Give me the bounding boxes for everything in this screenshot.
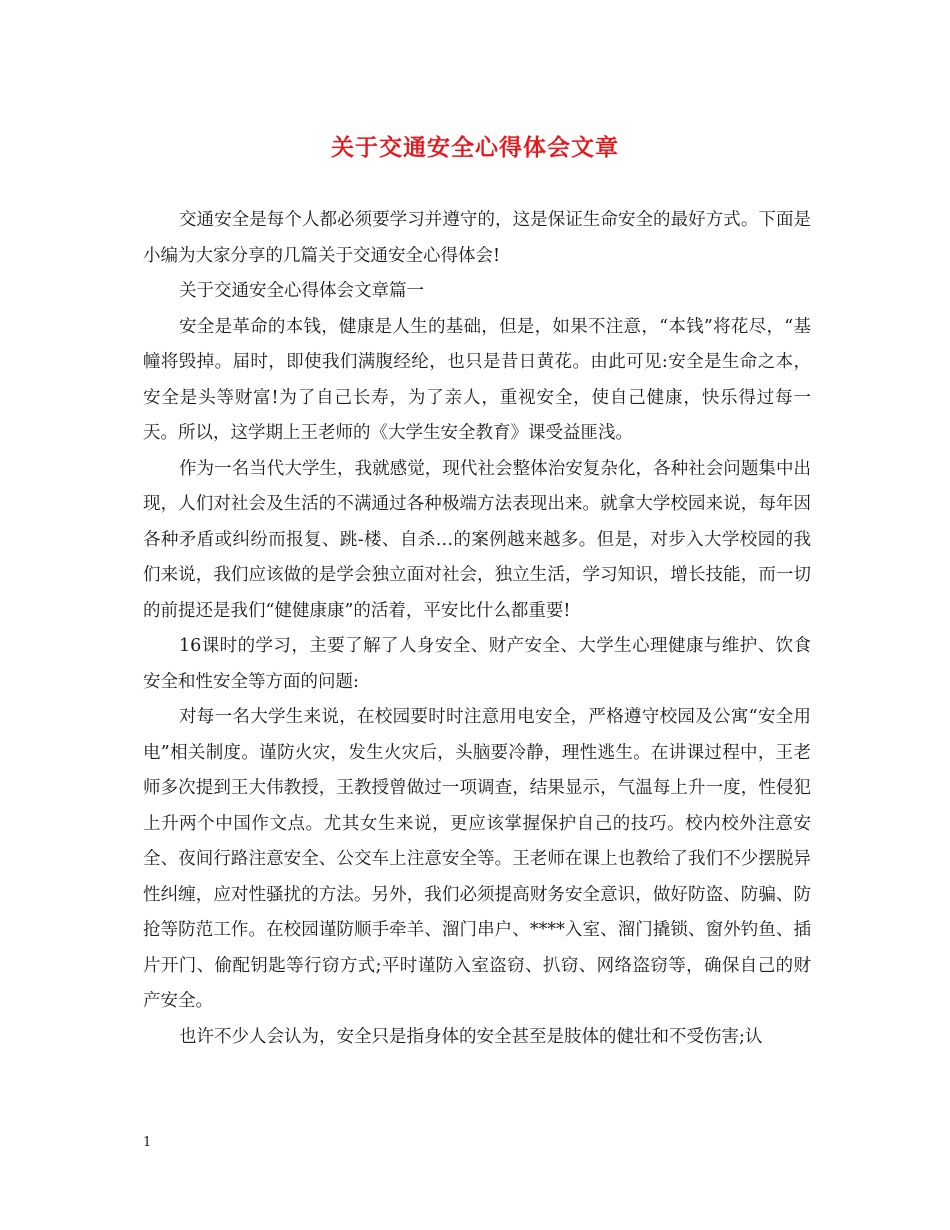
body-paragraph: 对每一名大学生来说，在校园要时时注意用电安全，严格遵守校园及公寓“安全用电”相关制度。谨防火灾，发生火灾后，头脑要冷静，理性逃生。在讲课过程中，王老师多次提到王大伟教授，王教授曾做过一项调查，结果显示，气温每上升一度，性侵犯上升两个中国作文点。尤其女生来说，更应该掌握保护自己的技巧。校内校外注意安全、夜间行路注意安全、公交车上注意安全等。王老师在课上也教给了我们不少摆脱异性纠缠，应对性骚扰的方法。另外，我们必须提高财务安全意识，做好防盗、防骗、防抢等防范工作。在校园谨防顺手牵羊、溜门串户、****入室、溜门撬锁、窗外钓鱼、插片开门、偷配钥匙等行窃方式;平时谨防入室盗窃、扒窃、网络盗窃等，确保自己的财产安全。 — [143, 707, 811, 1011]
document-title: 关于交通安全心得体会文章 — [331, 134, 619, 161]
section-heading: 关于交通安全心得体会文章篇一 — [179, 281, 424, 301]
body-paragraph: 也许不少人会认为，安全只是指身体的安全甚至是肢体的健壮和不受伤害;认 — [179, 1026, 763, 1047]
intro-paragraph: 交通安全是每个人都必须要学习并遵守的，这是保证生命安全的最好方式。下面是小编为大家分享的几篇关于交通安全心得体会! — [143, 210, 811, 266]
page-number: 1 — [143, 1135, 152, 1150]
body-paragraph: 作为一名当代大学生，我就感觉，现代社会整体治安复杂化，各种社会问题集中出现，人们对社会及生活的不满通过各种极端方法表现出来。就拿大学校园来说，每年因各种矛盾或纠纷而报复、跳-楼、自杀…的案例越来越多。但是，对步入大学校园的我们来说，我们应该做的是学会独立面对社会，独立生活，学习知识，增长技能，而一切的前提还是我们“健健康康”的活着，平安比什么都重要! — [143, 458, 811, 621]
document-body — [143, 203, 811, 1055]
body-paragraph: 16课时的学习，主要了解了人身安全、财产安全、大学生心理健康与维护、饮食安全和性安全等方面的问题: — [143, 636, 811, 692]
body-paragraph: 安全是革命的本钱，健康是人生的基础，但是，如果不注意，“本钱”将花尽，“基幢将毁掉。届时，即使我们满腹经纶，也只是昔日黄花。由此可见:安全是生命之本，安全是头等财富!为了自己长寿，为了亲人，重视安全，使自己健康，快乐得过每一天。所以，这学期上王老师的《大学生安全教育》课受益匪浅。 — [143, 316, 811, 443]
